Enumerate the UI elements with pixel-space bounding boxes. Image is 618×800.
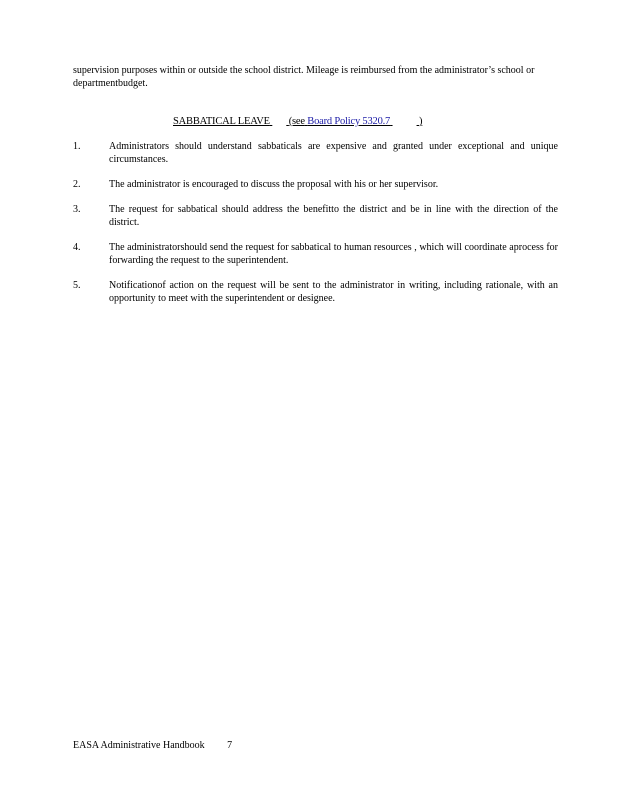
list-item [73, 279, 558, 305]
intro-paragraph: supervision purposes within or outside the school district. Mileage is reimbursed from the administrator’s school or departmentbudget. [73, 65, 535, 89]
list-item [73, 140, 558, 166]
policy-link[interactable]: Board Policy 5320.7 [307, 116, 391, 127]
list-item-number: 2. [73, 179, 81, 190]
numbered-list [73, 140, 558, 317]
list-item-number: 3. [73, 204, 81, 215]
section-title: SABBATICAL LEAVE [173, 116, 270, 127]
list-item-number: 1. [73, 141, 81, 152]
list-item [73, 203, 558, 229]
list-item-text: The request for sabbatical should address the benefitto the district and be in line with the direction of the district. [109, 204, 558, 228]
list-item-text: The administratorshould send the request for sabbatical to human resources , which will coordinate aprocess for forwarding the request to the superintendent. [109, 242, 558, 266]
page-footer [73, 739, 232, 752]
footer-title: EASA Administrative Handbook [73, 740, 205, 751]
see-prefix: (see [288, 116, 305, 127]
list-item-text: Notificationof action on the request will be sent to the administrator in writing, including rationale, with an opportunity to meet with the superintendent or designee. [109, 280, 558, 304]
page-number: 7 [227, 740, 233, 751]
list-item-text: The administrator is encouraged to discuss the proposal with his or her supervisor. [109, 179, 439, 190]
close-paren: ) [418, 116, 423, 127]
list-item-text: Administrators should understand sabbaticals are expensive and granted under exceptional and unique circumstances. [109, 141, 558, 165]
list-item-number: 4. [73, 242, 81, 253]
list-item-number: 5. [73, 280, 81, 291]
list-item [73, 178, 558, 191]
list-item [73, 241, 558, 267]
section-heading [173, 115, 422, 128]
